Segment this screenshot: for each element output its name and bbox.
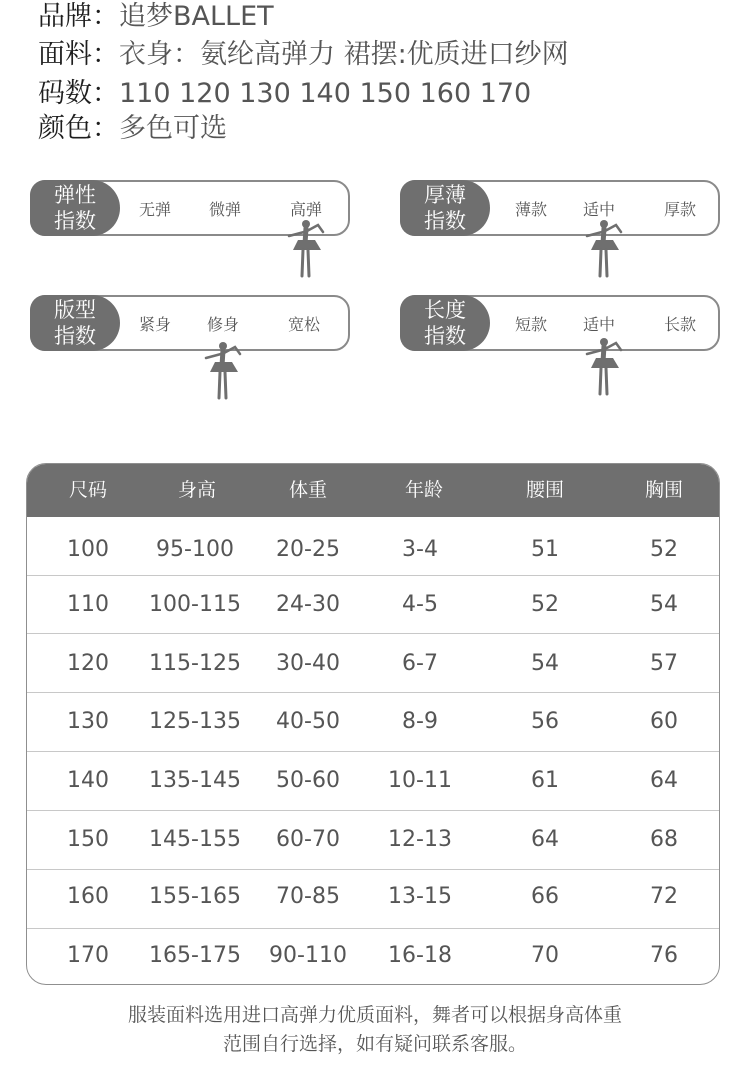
header-bust: 胸围	[644, 479, 684, 501]
table-header	[27, 464, 719, 517]
meter-length-option-1: 适中	[583, 314, 616, 334]
meter-elasticity-option-1: 微弹	[209, 199, 242, 219]
cell-height: 125-135	[149, 709, 241, 734]
meter-fit-option-1: 修身	[207, 314, 240, 334]
cell-weight: 30-40	[276, 651, 340, 676]
meter-elasticity-label	[30, 180, 120, 236]
spec-brand-value: 追梦BALLET	[119, 1, 274, 32]
cell-height: 135-145	[149, 768, 241, 793]
spec-sizes-value: 110 120 130 140 150 160 170	[119, 78, 532, 109]
dancer-marker-icon	[583, 218, 623, 280]
spec-sizes	[38, 77, 531, 111]
cell-bust: 68	[650, 827, 678, 852]
table-row	[27, 811, 719, 869]
dancer-marker-icon	[285, 218, 325, 280]
cell-waist: 61	[531, 768, 559, 793]
dancer-marker-icon	[583, 336, 623, 398]
table-row	[27, 868, 719, 926]
dancer-marker-icon	[202, 340, 242, 402]
cell-size: 170	[67, 943, 109, 968]
cell-bust: 57	[650, 651, 678, 676]
meter-length-label	[400, 295, 490, 351]
cell-bust: 54	[650, 592, 678, 617]
table-row	[27, 752, 719, 810]
cell-weight: 20-25	[276, 537, 340, 562]
cell-age: 6-7	[402, 651, 438, 676]
cell-height: 145-155	[149, 827, 241, 852]
header-size: 尺码	[68, 479, 108, 501]
meter-length	[400, 295, 720, 351]
meter-fit-label-text: 版型 指数	[54, 298, 96, 348]
cell-age: 8-9	[402, 709, 438, 734]
cell-age: 13-15	[388, 884, 452, 909]
meter-thickness-label	[400, 180, 490, 236]
cell-height: 155-165	[149, 884, 241, 909]
table-row	[27, 927, 719, 985]
cell-weight: 50-60	[276, 768, 340, 793]
row-divider	[27, 633, 719, 634]
meter-elasticity-option-2: 高弹	[290, 199, 323, 219]
spec-fabric-value: 衣身：氨纶高弹力 裙摆:优质进口纱网	[119, 39, 569, 70]
cell-age: 12-13	[388, 827, 452, 852]
cell-bust: 72	[650, 884, 678, 909]
cell-bust: 52	[650, 537, 678, 562]
table-row	[27, 576, 719, 634]
table-row	[27, 521, 719, 579]
footer-note-line-2: 范围自行选择，如有疑问联系客服。	[222, 1033, 527, 1055]
cell-age: 16-18	[388, 943, 452, 968]
spec-color-value: 多色可选	[119, 113, 227, 144]
cell-age: 3-4	[402, 537, 438, 562]
cell-waist: 64	[531, 827, 559, 852]
cell-height: 100-115	[149, 592, 241, 617]
header-height: 身高	[177, 479, 217, 501]
spec-fabric	[38, 38, 569, 72]
meter-length-option-2: 长款	[664, 314, 697, 334]
meter-fit-label	[30, 295, 120, 351]
cell-waist: 56	[531, 709, 559, 734]
meter-thickness-label-text: 厚薄 指数	[424, 183, 466, 233]
cell-age: 4-5	[402, 592, 438, 617]
meter-elasticity-label-text: 弹性 指数	[54, 183, 96, 233]
spec-brand-key: 品牌：	[38, 1, 119, 32]
cell-size: 120	[67, 651, 109, 676]
header-waist: 腰围	[525, 479, 565, 501]
cell-age: 10-11	[388, 768, 452, 793]
meter-length-option-0: 短款	[515, 314, 548, 334]
meter-thickness	[400, 180, 720, 236]
spec-brand	[38, 0, 274, 34]
header-weight: 体重	[288, 479, 328, 501]
cell-height: 115-125	[149, 651, 241, 676]
meter-thickness-option-2: 厚款	[664, 199, 697, 219]
cell-weight: 70-85	[276, 884, 340, 909]
cell-waist: 52	[531, 592, 559, 617]
cell-waist: 51	[531, 537, 559, 562]
cell-size: 150	[67, 827, 109, 852]
cell-size: 100	[67, 537, 109, 562]
cell-weight: 40-50	[276, 709, 340, 734]
meter-thickness-option-1: 适中	[583, 199, 616, 219]
cell-size: 110	[67, 592, 109, 617]
spec-sizes-key: 码数：	[38, 78, 119, 109]
cell-waist: 54	[531, 651, 559, 676]
cell-height: 95-100	[156, 537, 234, 562]
spec-fabric-key: 面料：	[38, 39, 119, 70]
meter-elasticity-option-0: 无弹	[139, 199, 172, 219]
cell-weight: 60-70	[276, 827, 340, 852]
cell-weight: 90-110	[269, 943, 347, 968]
meter-thickness-option-0: 薄款	[515, 199, 548, 219]
cell-size: 160	[67, 884, 109, 909]
table-row	[27, 693, 719, 751]
cell-height: 165-175	[149, 943, 241, 968]
cell-size: 140	[67, 768, 109, 793]
cell-weight: 24-30	[276, 592, 340, 617]
header-age: 年龄	[404, 479, 444, 501]
spec-color-key: 颜色：	[38, 113, 119, 144]
cell-waist: 70	[531, 943, 559, 968]
cell-bust: 64	[650, 768, 678, 793]
footer-note-line-1: 服装面料选用进口高弹力优质面料，舞者可以根据身高体重	[127, 1004, 622, 1026]
cell-bust: 60	[650, 709, 678, 734]
table-row	[27, 635, 719, 693]
cell-size: 130	[67, 709, 109, 734]
meter-length-label-text: 长度 指数	[424, 298, 466, 348]
meter-fit	[30, 295, 350, 351]
size-table	[26, 463, 720, 985]
cell-waist: 66	[531, 884, 559, 909]
cell-bust: 76	[650, 943, 678, 968]
meter-fit-option-2: 宽松	[288, 314, 321, 334]
meter-fit-option-0: 紧身	[139, 314, 172, 334]
spec-color	[38, 112, 227, 146]
